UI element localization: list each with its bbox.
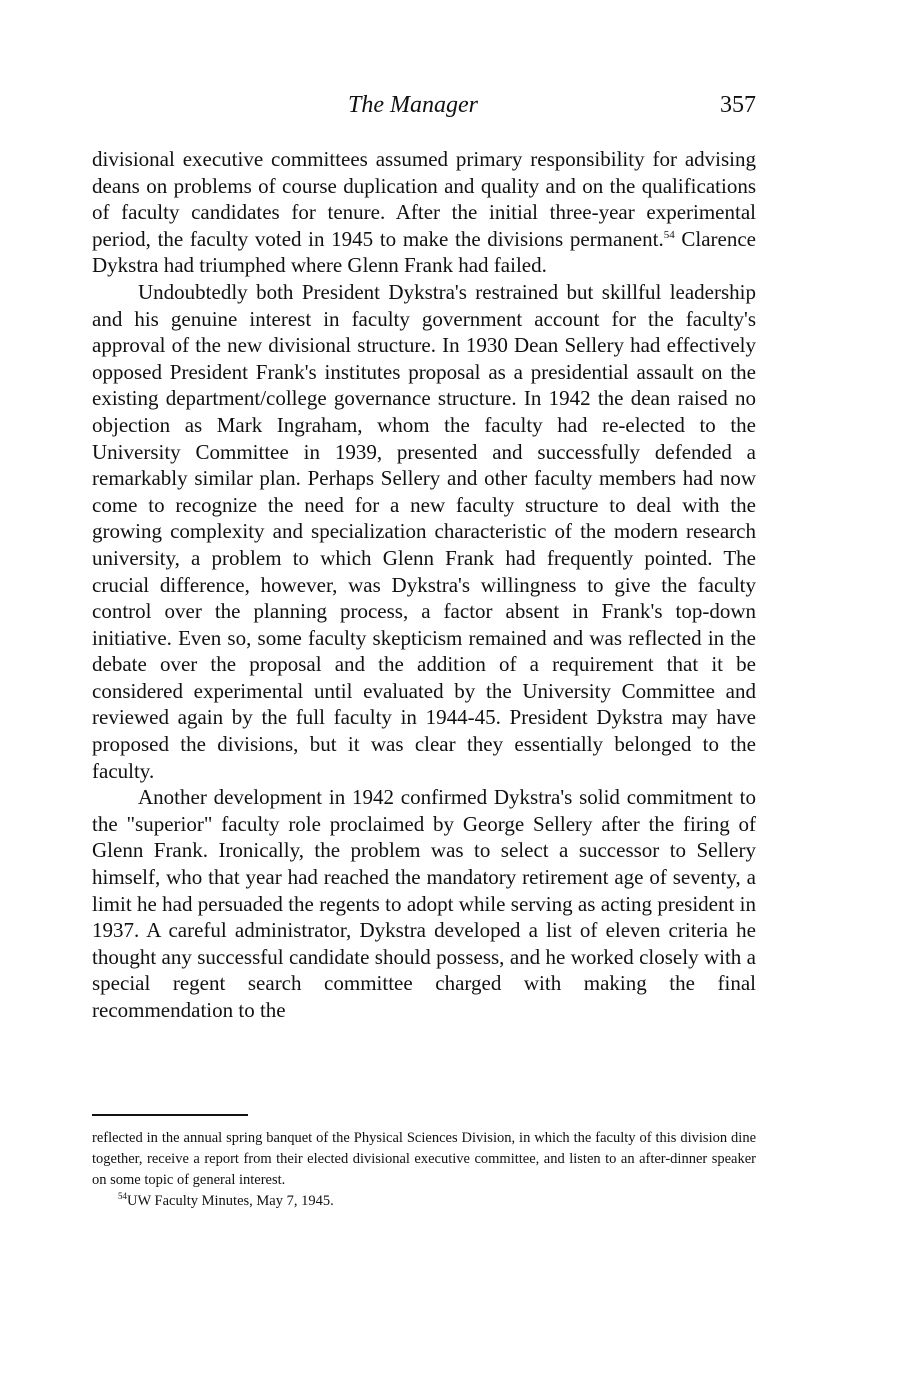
- footnote-continued: reflected in the annual spring banquet of the Physical Sciences Division, in which the faculty of this division dine together, receive a report from their elected divisional executive committee, and listen to an after-dinner speaker on some topic of general interest.: [92, 1130, 756, 1188]
- running-title: The Manager: [348, 92, 478, 118]
- body-text: [92, 146, 756, 1024]
- paragraph-text: divisional executive committees assumed primary responsibility for advising deans on problems of course duplication and quality and on the qualifications of faculty candidates for tenure. After the initial three-year experimental period, the faculty voted in 1945 to make the divisions permanent.: [92, 147, 756, 251]
- footnotes: [92, 1128, 756, 1212]
- running-head: [92, 90, 756, 124]
- paragraph: Another development in 1942 confirmed Dykstra's solid commitment to the "superior" faculty role proclaimed by George Sellery after the firing of Glenn Frank. Ironically, the problem was to select a successor to Sellery himself, who that year had reached the mandatory retirement age of seventy, a limit he had persuaded the regents to adopt while serving as acting president in 1937. A careful administrator, Dykstra developed a list of eleven criteria he thought any successful candidate should possess, and he worked closely with a special regent search committee charged with making the final recommendation to the: [92, 785, 756, 1022]
- footnote-marker: 54: [118, 1191, 127, 1201]
- footnote-text: UW Faculty Minutes, May 7, 1945.: [127, 1193, 334, 1209]
- paragraph-text: Clarence Dykstra had triumphed where Glenn Frank had failed.: [92, 226, 756, 278]
- paragraph: Undoubtedly both President Dykstra's restrained but skillful leadership and his genuine interest in faculty government account for the faculty's approval of the new divisional structure. In 1930 Dean Sellery had effectively opposed President Frank's institutes proposal as a presidential assault on the existing department/college governance structure. In 1942 the dean raised no objection as Mark Ingraham, whom the faculty had re-elected to the University Committee in 1939, presented and successfully defended a remarkably similar plan. Perhaps Sellery and other faculty members had now come to recognize the need for a new faculty structure to deal with the growing complexity and specialization characteristic of the modern research university, a problem to which Glenn Frank had frequently pointed. The crucial difference, however, was Dykstra's willingness to give the faculty control over the planning process, a factor absent in Frank's top-down initiative. Even so, some faculty skepticism remained and was reflected in the debate over the proposal and the addition of a requirement that it be considered experimental until evaluated by the University Committee and reviewed again by the full faculty in 1944-45. President Dykstra may have proposed the divisions, but it was clear they essentially belonged to the faculty.: [92, 279, 756, 783]
- footnote-54: [92, 1191, 756, 1212]
- page-number: 357: [720, 92, 756, 118]
- paragraph-continued: [92, 146, 756, 279]
- footnote-reference: 54: [663, 228, 675, 241]
- footnote-divider: [92, 1114, 248, 1116]
